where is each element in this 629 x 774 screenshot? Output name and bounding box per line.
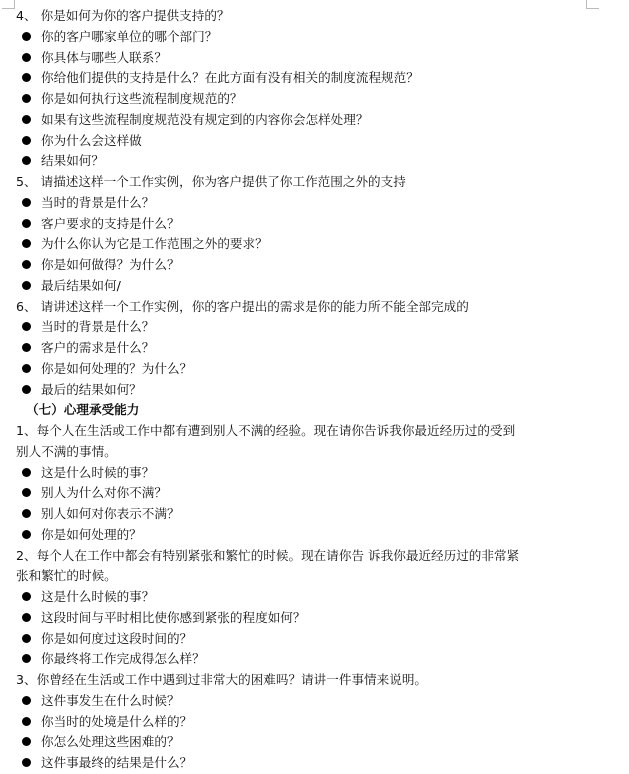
bullet-icon [16,275,37,296]
bullet-text: 最后的结果如何？ [41,381,142,397]
bullet-text: 当时的背景是什么？ [41,319,155,335]
question-text: 5、 请描述这样一个工作实例，你为客户提供了你工作范围之外的支持 [16,174,406,189]
bullet-icon [16,254,37,275]
question-text: 4、 你是如何为你的客户提供支持的？ [16,8,230,23]
bullet-icon [16,233,37,254]
bullet-text: 当时的背景是什么？ [41,194,155,210]
bullet-icon [16,731,37,752]
bullet-icon [16,628,37,649]
bullet-icon [16,711,37,732]
bullet-icon [16,586,37,607]
bullet-text: 你是如何处理的？ [41,526,142,542]
bullet-icon [16,503,37,524]
bullet-text: 为什么你认为它是工作范围之外的要求？ [41,236,268,252]
bullet-icon [16,482,37,503]
bullet-text: 这件事发生在什么时候？ [41,692,180,708]
bullet-text: 你具体与哪些人联系？ [41,49,167,65]
bullet-text: 你怎么处理这些困难的？ [41,734,180,750]
bullet-text: 别人为什么对你不满？ [41,485,167,501]
bullet-icon [16,752,37,773]
bullet-icon [16,462,37,483]
bullet-icon [16,379,37,400]
bullet-text: 客户要求的支持是什么？ [41,215,180,231]
question-text: 6、 请讲述这样一个工作实例，你的客户提出的需求是你的能力所不能全部完成的 [16,298,469,314]
bullet-icon [16,26,37,47]
question-text: 1、每个人在生活或工作中都有遭到别人不满的经验。现在请你告诉我你最近经历过的受到 [16,423,516,438]
page-corner-mark-left [2,0,15,9]
bullet-icon [16,67,37,88]
bullet-icon [16,524,37,545]
bullet-text: 你为什么会这样做 [41,132,142,148]
page-corner-mark-right [586,0,599,9]
bullet-text: 这件事最终的结果是什么？ [41,755,193,770]
question-text: 张和繁忙的时候。 [16,568,117,584]
bullet-text: 你是如何处理的？为什么？ [41,360,193,376]
bullet-text: 你是如何执行这些流程制度规范的？ [41,91,243,106]
bullet-icon [16,192,37,213]
section-heading: （七）心理承受能力 [26,402,140,418]
bullet-icon [16,358,37,379]
bullet-text: 你是如何度过这段时间的？ [41,630,193,646]
bullet-text: 这是什么时候的事？ [41,589,155,604]
bullet-icon [16,316,37,337]
bullet-text: 你当时的处境是什么样的？ [41,713,193,729]
bullet-icon [16,47,37,68]
bullet-text: 最后结果如何/ [41,277,121,293]
bullet-text: 你是如何做得？为什么？ [41,257,180,272]
question-text: 别人不满的事情。 [16,443,117,459]
bullet-icon [16,213,37,234]
bullet-text: 别人如何对你表示不满？ [41,506,180,521]
bullet-text: 如果有这些流程制度规范没有规定到的内容你会怎样处理？ [41,111,369,127]
question-text: 3、你曾经在生活或工作中遇到过非常大的困难吗？请讲一件事情来说明。 [16,672,428,687]
bullet-text: 结果如何？ [41,153,104,169]
bullet-icon [16,337,37,358]
bullet-icon [16,690,37,711]
bullet-text: 你给他们提供的支持是什么？在此方面有没有相关的制度流程规范？ [41,70,419,86]
bullet-icon [16,109,37,130]
bullet-text: 客户的需求是什么？ [41,340,155,355]
bullet-text: 你最终将工作完成得怎么样？ [41,651,205,667]
bullet-icon [16,648,37,669]
bullet-icon [16,150,37,171]
bullet-text: 你的客户哪家单位的哪个部门？ [41,28,218,44]
bullet-text: 这段时间与平时相比使你感到紧张的程度如何？ [41,609,306,625]
bullet-text: 这是什么时候的事？ [41,464,155,480]
bullet-icon [16,607,37,628]
bullet-icon [16,130,37,151]
bullet-icon [16,88,37,109]
question-text: 2、每个人在工作中都会有特别紧张和繁忙的时候。现在请你告 诉我你最近经历过的非常紧 [16,547,520,563]
